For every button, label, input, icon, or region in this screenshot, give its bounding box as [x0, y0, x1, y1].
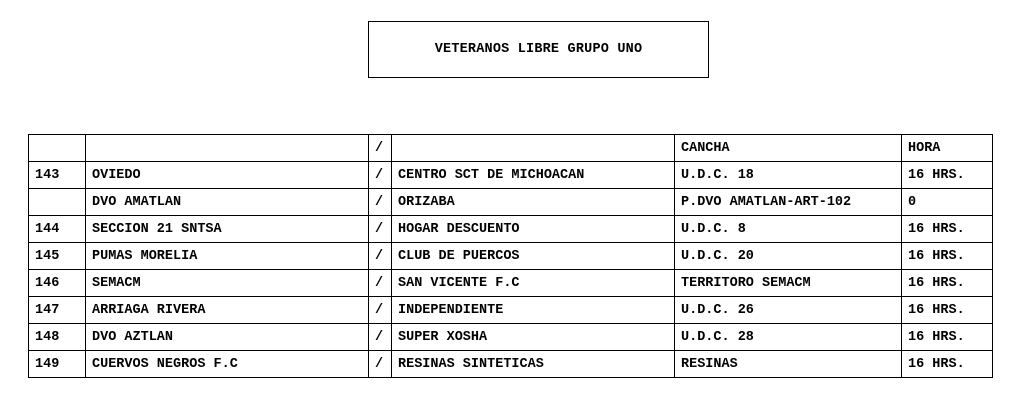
table-row	[29, 162, 993, 189]
home-team: OVIEDO	[86, 162, 369, 189]
group-title	[368, 21, 709, 78]
away-team: SAN VICENTE F.C	[392, 270, 675, 297]
match-number: 149	[29, 351, 86, 378]
home-team: PUMAS MORELIA	[86, 243, 369, 270]
court: P.DVO AMATLAN-ART-102	[675, 189, 902, 216]
home-team: ARRIAGA RIVERA	[86, 297, 369, 324]
separator: /	[369, 216, 392, 243]
header-home-team	[86, 135, 369, 162]
separator: /	[369, 351, 392, 378]
header-away-team	[392, 135, 675, 162]
separator: /	[369, 162, 392, 189]
away-team: CLUB DE PUERCOS	[392, 243, 675, 270]
match-number: 144	[29, 216, 86, 243]
table-row	[29, 270, 993, 297]
table-row	[29, 324, 993, 351]
court: U.D.C. 8	[675, 216, 902, 243]
header-match-number	[29, 135, 86, 162]
time: 16 HRS.	[902, 324, 993, 351]
away-team: INDEPENDIENTE	[392, 297, 675, 324]
court: U.D.C. 18	[675, 162, 902, 189]
fixtures-body	[29, 135, 993, 378]
time: 0	[902, 189, 993, 216]
table-row	[29, 297, 993, 324]
time: 16 HRS.	[902, 162, 993, 189]
match-number: 146	[29, 270, 86, 297]
away-team: SUPER XOSHA	[392, 324, 675, 351]
time: 16 HRS.	[902, 297, 993, 324]
time: 16 HRS.	[902, 216, 993, 243]
time: 16 HRS.	[902, 270, 993, 297]
away-team: CENTRO SCT DE MICHOACAN	[392, 162, 675, 189]
match-number: 147	[29, 297, 86, 324]
court: RESINAS	[675, 351, 902, 378]
court: TERRITORO SEMACM	[675, 270, 902, 297]
separator: /	[369, 243, 392, 270]
match-number: 145	[29, 243, 86, 270]
fixtures-table	[28, 134, 993, 378]
match-number: 148	[29, 324, 86, 351]
header-row	[29, 135, 993, 162]
time: 16 HRS.	[902, 351, 993, 378]
away-team: ORIZABA	[392, 189, 675, 216]
separator: /	[369, 189, 392, 216]
separator: /	[369, 297, 392, 324]
court: U.D.C. 28	[675, 324, 902, 351]
court: U.D.C. 20	[675, 243, 902, 270]
group-title-text: VETERANOS LIBRE GRUPO UNO	[434, 42, 643, 57]
away-team: HOGAR DESCUENTO	[392, 216, 675, 243]
header-court: CANCHA	[675, 135, 902, 162]
home-team: CUERVOS NEGROS F.C	[86, 351, 369, 378]
separator: /	[369, 324, 392, 351]
home-team: SEMACM	[86, 270, 369, 297]
table-row	[29, 243, 993, 270]
home-team: DVO AZTLAN	[86, 324, 369, 351]
match-number	[29, 189, 86, 216]
header-time: HORA	[902, 135, 993, 162]
time: 16 HRS.	[902, 243, 993, 270]
table-row	[29, 216, 993, 243]
header-separator: /	[369, 135, 392, 162]
table-row	[29, 351, 993, 378]
match-number: 143	[29, 162, 86, 189]
home-team: SECCION 21 SNTSA	[86, 216, 369, 243]
home-team: DVO AMATLAN	[86, 189, 369, 216]
table-row	[29, 189, 993, 216]
away-team: RESINAS SINTETICAS	[392, 351, 675, 378]
court: U.D.C. 26	[675, 297, 902, 324]
separator: /	[369, 270, 392, 297]
